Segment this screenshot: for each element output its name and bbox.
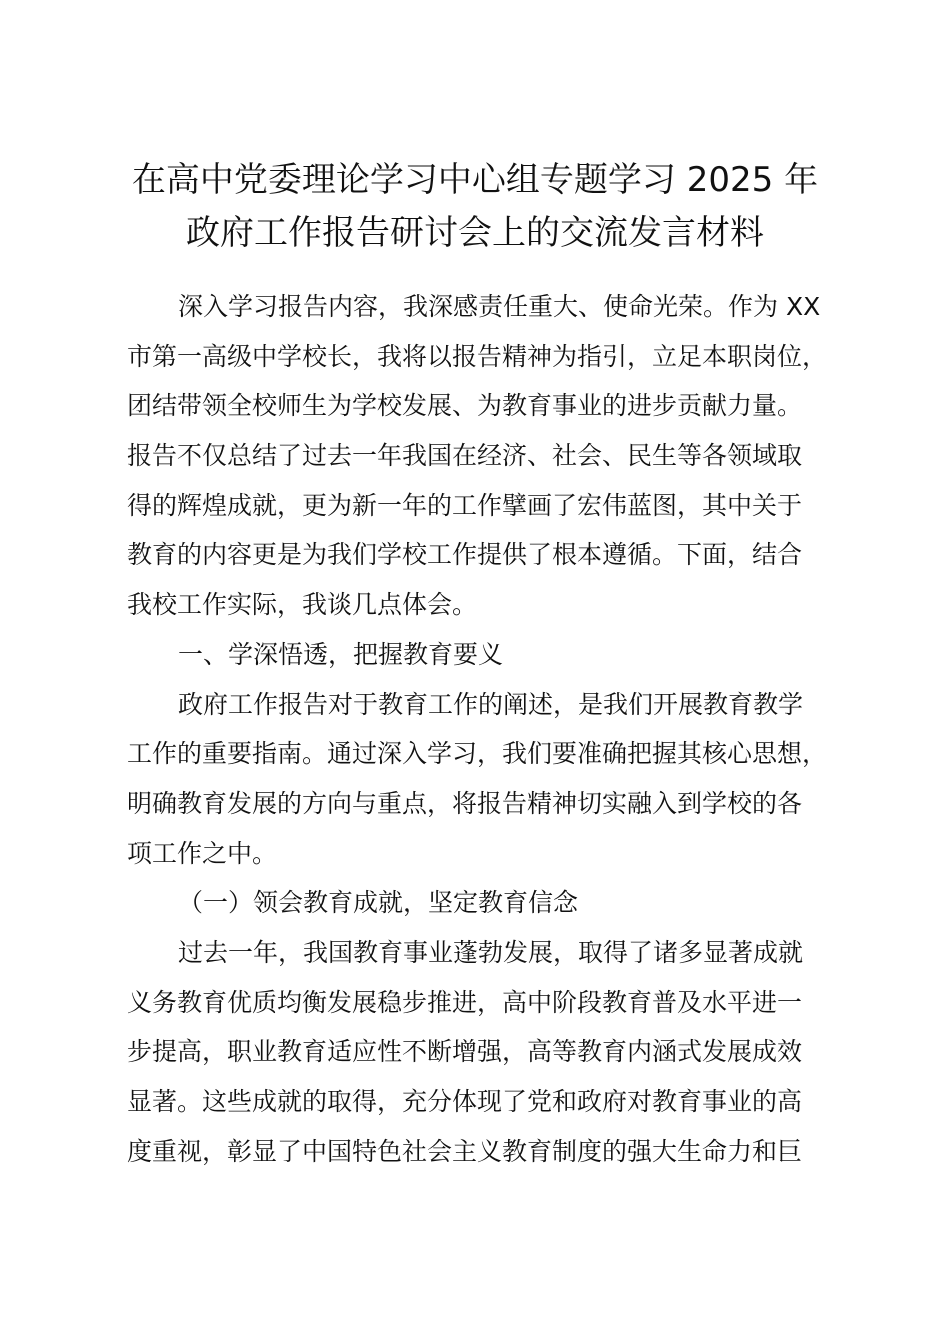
body-text-line: 度重视，彰显了中国特色社会主义教育制度的强大生命力和巨 [127, 1136, 803, 1166]
body-text-line: （一）领会教育成就，坚定教育信念 [178, 888, 579, 918]
body-text-line: 市第一高级中学校长，我将以报告精神为指引，立足本职岗位， [127, 341, 828, 371]
title-line-1: 在高中党委理论学习中心组专题学习 2025 年 [131, 160, 819, 200]
body-text-line: 得的辉煌成就，更为新一年的工作擘画了宏伟蓝图，其中关于 [127, 490, 803, 520]
body-text-line: 步提高，职业教育适应性不断增强，高等教育内涵式发展成效 [127, 1037, 803, 1067]
body-text-line: 明确教育发展的方向与重点，将报告精神切实融入到学校的各 [127, 788, 803, 818]
body-text-line: 过去一年，我国教育事业蓬勃发展，取得了诸多显著成就 [178, 937, 804, 967]
document-title [120, 154, 830, 260]
body-text-line: 团结带领全校师生为学校发展、为教育事业的进步贡献力量。 [127, 391, 803, 421]
body-text-line: 我校工作实际，我谈几点体会。 [127, 590, 478, 620]
body-text-line: 政府工作报告对于教育工作的阐述，是我们开展教育教学 [178, 689, 804, 719]
body-text-line: 显著。这些成就的取得，充分体现了党和政府对教育事业的高 [127, 1087, 803, 1116]
body-text-line: 教育的内容更是为我们学校工作提供了根本遵循。下面，结合 [127, 540, 803, 570]
title-line-2: 政府工作报告研讨会上的交流发言材料 [186, 213, 764, 253]
body-text-line: 深入学习报告内容，我深感责任重大、使命光荣。作为 XX [178, 292, 821, 321]
body-text-line: 报告不仅总结了过去一年我国在经济、社会、民生等各领域取 [127, 441, 803, 471]
document-body [127, 282, 837, 1176]
body-text-line: 项工作之中。 [127, 838, 278, 868]
body-text-line: 一、学深悟透，把握教育要义 [178, 639, 504, 669]
body-text-line: 工作的重要指南。通过深入学习，我们要准确把握其核心思想， [127, 739, 828, 769]
body-text-line: 义务教育优质均衡发展稳步推进，高中阶段教育普及水平进一 [127, 987, 803, 1017]
